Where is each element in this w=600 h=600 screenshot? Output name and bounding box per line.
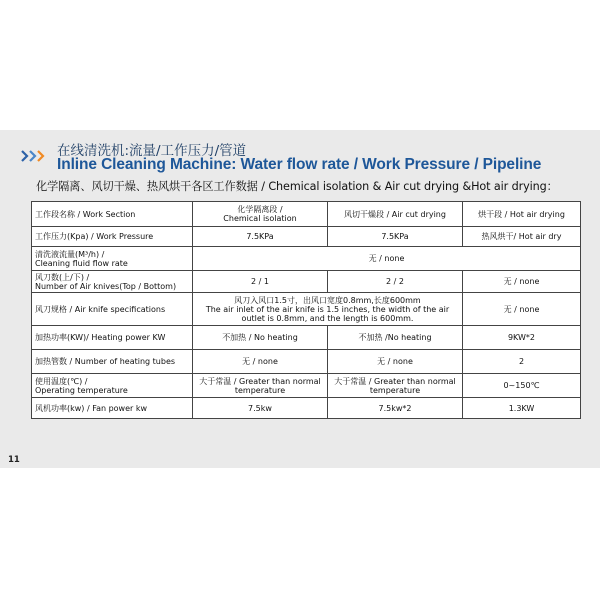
cell-fan-col3: 1.3KW [463,398,581,419]
cell-knives-col1: 2 / 1 [193,271,328,293]
row-label-fan: 风机功率(kw) / Fan power kw [32,398,193,419]
cell-tubes-col1: 无 / none [193,350,328,374]
cell-heating-col3: 9KW*2 [463,326,581,350]
cell-heating-col1: 不加热 / No heating [193,326,328,350]
table-row-spec [32,293,581,326]
cell-spec-col3: 无 / none [463,293,581,326]
row-label-spec: 风刀规格 / Air knife specifications [32,293,193,326]
spec-line3: outlet is 0.8mm, and the length is 600mm. [241,313,414,323]
temp-col1-line2: temperature [234,385,286,395]
temp-label-line1: 使用温度(℃) / [35,376,88,386]
temp-col1-line1: 大于常温 / Greater than normal [199,376,321,386]
row-label-heating: 加热功率(KW)/ Heating power KW [32,326,193,350]
temp-col2-line2: temperature [369,385,421,395]
table-row-temperature [32,374,581,398]
table-header-row [32,202,581,227]
cell-spec-value [193,293,463,326]
knives-label-line1: 风刀数(上/下) / [35,272,90,282]
slide [0,130,600,468]
cell-tubes-col3: 2 [463,350,581,374]
table-row-heating [32,326,581,350]
cell-pressure-col2: 7.5KPa [328,227,463,247]
cell-temp-col2 [328,374,463,398]
header-col1-line2: Chemical isolation [223,214,297,223]
cell-pressure-col1: 7.5KPa [193,227,328,247]
knives-label-line2: Number of Air knives(Top / Bottom) [35,281,177,291]
header-air-cut-drying: 风切干燥段 / Air cut drying [328,202,463,227]
page-subtitle: 化学隔离、风切干燥、热风烘干各区工作数据 / Chemical isolation & Air cut drying &Hot air drying： [36,180,558,193]
table-row-flow [32,247,581,271]
spec-line1: 风刀入风口1.5寸，出风口宽度0.8mm,长度600mm [234,295,421,305]
flow-label-line2: Cleaning fluid flow rate [35,258,128,268]
row-label-tubes: 加热管数 / Number of heating tubes [32,350,193,374]
header-col1-line1: 化学隔离段 / [237,205,283,214]
header-work-section: 工作段名称 / Work Section [32,202,193,227]
triple-chevron-right-icon [21,149,47,163]
table-row-knives [32,271,581,293]
flow-label-line1: 清洗液流量(M³/h) / [35,249,105,259]
page-number: 11 [8,455,20,465]
table-row-tubes [32,350,581,374]
header-hot-air-drying: 烘干段 / Hot air drying [463,202,581,227]
row-label-knives [32,271,193,293]
cell-fan-col2: 7.5kw*2 [328,398,463,419]
cell-temp-col3: 0~150℃ [463,374,581,398]
page-title-chinese: 在线清洗机:流量/工作压力/管道 [57,143,247,159]
temp-col2-line1: 大于常温 / Greater than normal [334,376,456,386]
header-chemical-isolation [193,202,328,227]
row-label-pressure: 工作压力(Kpa) / Work Pressure [32,227,193,247]
cell-knives-col2: 2 / 2 [328,271,463,293]
temp-label-line2: Operating temperature [35,385,128,395]
cell-pressure-col3: 热风烘干/ Hot air dry [463,227,581,247]
cell-knives-col3: 无 / none [463,271,581,293]
table-row-pressure [32,227,581,247]
cell-temp-col1 [193,374,328,398]
work-data-table [31,201,581,419]
page-title-english: Inline Cleaning Machine: Water flow rate / Work Pressure / Pipeline [57,156,542,173]
spec-line2: The air inlet of the air knife is 1.5 inches, the width of the air [205,304,450,314]
cell-tubes-col2: 无 / none [328,350,463,374]
row-label-temperature [32,374,193,398]
cell-flow-value: 无 / none [193,247,581,271]
cell-heating-col2: 不加热 /No heating [328,326,463,350]
table-row-fan [32,398,581,419]
cell-fan-col1: 7.5kw [193,398,328,419]
row-label-flow [32,247,193,271]
